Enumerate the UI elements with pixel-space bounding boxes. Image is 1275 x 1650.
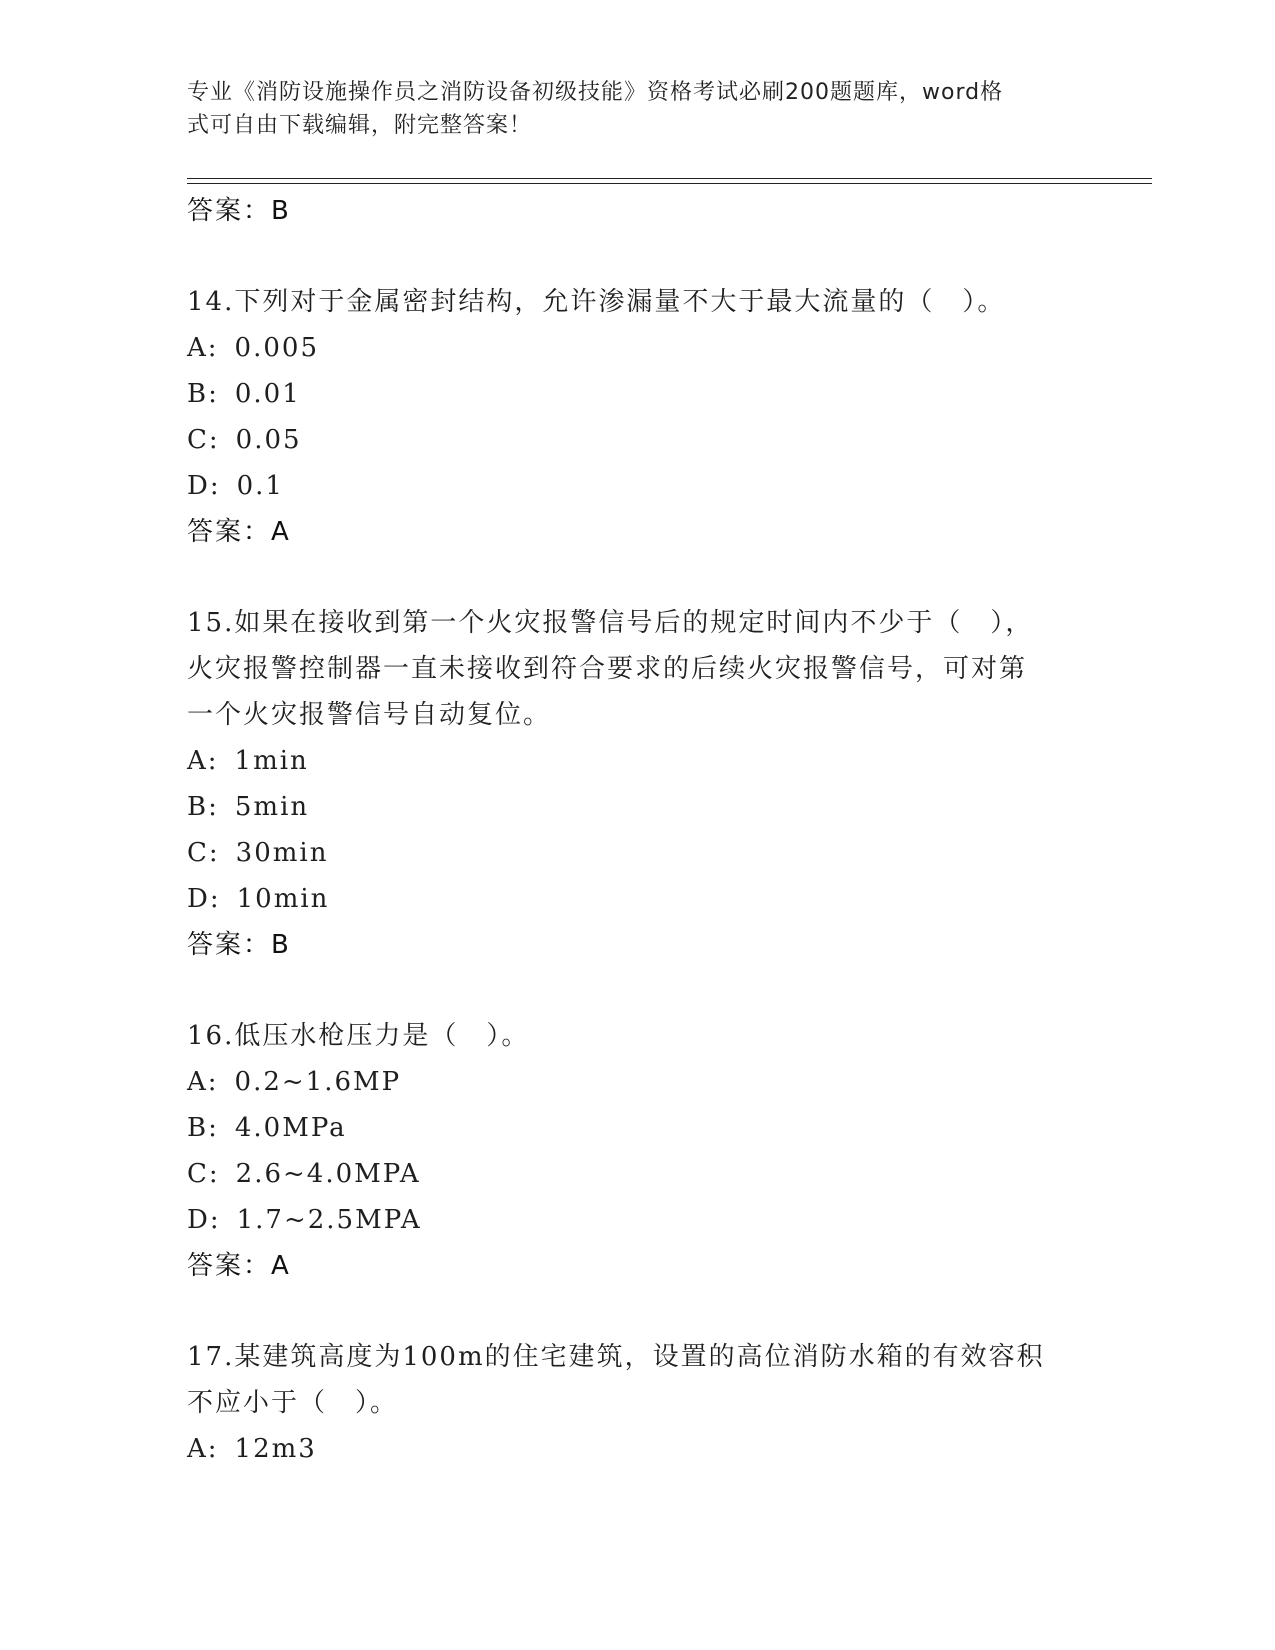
question-15 — [187, 600, 1087, 968]
option-value: 0.01 — [234, 379, 301, 409]
option-b — [187, 784, 1087, 830]
header-line-1: 专业《消防设施操作员之消防设备初级技能》资格考试必刷200题题库，word格 — [187, 80, 1004, 105]
option-label: A: — [187, 746, 219, 776]
question-17 — [187, 1334, 1087, 1472]
question-stem: 14.下列对于金属密封结构，允许渗漏量不大于最大流量的（ ）。 — [187, 287, 1006, 317]
option-value: 2.6~4.0MPA — [235, 1159, 421, 1189]
option-label: C: — [187, 425, 220, 455]
option-label: A: — [187, 1067, 219, 1097]
option-value: 30min — [235, 838, 329, 868]
option-value: 0.1 — [236, 471, 284, 501]
option-label: C: — [187, 838, 220, 868]
option-label: B: — [187, 792, 219, 822]
header-line-2: 式可自由下载编辑，附完整答案！ — [187, 113, 533, 138]
option-value: 0.05 — [235, 425, 302, 455]
option-value: 12m3 — [234, 1434, 317, 1464]
spacer — [187, 234, 1087, 279]
option-d — [187, 463, 1087, 509]
option-label: D: — [187, 1205, 221, 1235]
option-label: D: — [187, 471, 221, 501]
option-value: 0.005 — [234, 333, 319, 363]
answer-16: 答案：A — [187, 1251, 291, 1281]
option-b — [187, 371, 1087, 417]
option-d — [187, 876, 1087, 922]
page-header — [187, 76, 1067, 142]
option-value: 10min — [236, 884, 330, 914]
header-rule-bottom — [187, 183, 1152, 184]
option-a — [187, 738, 1087, 784]
spacer — [187, 555, 1087, 600]
option-value: 5min — [234, 792, 310, 822]
option-c — [187, 417, 1087, 463]
option-c — [187, 830, 1087, 876]
option-label: A: — [187, 333, 219, 363]
option-value: 1.7~2.5MPA — [236, 1205, 422, 1235]
question-stem-cont: 一个火灾报警信号自动复位。 — [187, 700, 552, 730]
question-stem: 17.某建筑高度为100m的住宅建筑，设置的高位消防水箱的有效容积 — [187, 1342, 1045, 1372]
question-stem-cont: 不应小于（ ）。 — [187, 1388, 399, 1418]
option-value: 1min — [234, 746, 309, 776]
option-c — [187, 1151, 1087, 1197]
question-stem: 16.低压水枪压力是（ ）。 — [187, 1021, 530, 1051]
answer-13: 答案：B — [187, 196, 291, 226]
option-a — [187, 1426, 1087, 1472]
option-label: B: — [187, 379, 219, 409]
option-label: A: — [187, 1434, 219, 1464]
option-d — [187, 1197, 1087, 1243]
answer-15: 答案：B — [187, 930, 291, 960]
answer-14: 答案：A — [187, 517, 291, 547]
question-list — [187, 188, 1087, 1472]
option-a — [187, 325, 1087, 371]
spacer — [187, 1289, 1087, 1334]
question-14 — [187, 279, 1087, 555]
question-stem-cont: 火灾报警控制器一直未接收到符合要求的后续火灾报警信号，可对第 — [187, 654, 1028, 684]
question-stem: 15.如果在接收到第一个火灾报警信号后的规定时间内不少于（ ）， — [187, 608, 1034, 638]
option-b — [187, 1105, 1087, 1151]
option-label: C: — [187, 1159, 220, 1189]
option-value: 0.2~1.6MP — [234, 1067, 402, 1097]
option-label: B: — [187, 1113, 219, 1143]
spacer — [187, 968, 1087, 1013]
header-rule-top — [187, 178, 1152, 179]
question-16 — [187, 1013, 1087, 1289]
option-label: D: — [187, 884, 221, 914]
option-a — [187, 1059, 1087, 1105]
option-value: 4.0MPa — [234, 1113, 347, 1143]
